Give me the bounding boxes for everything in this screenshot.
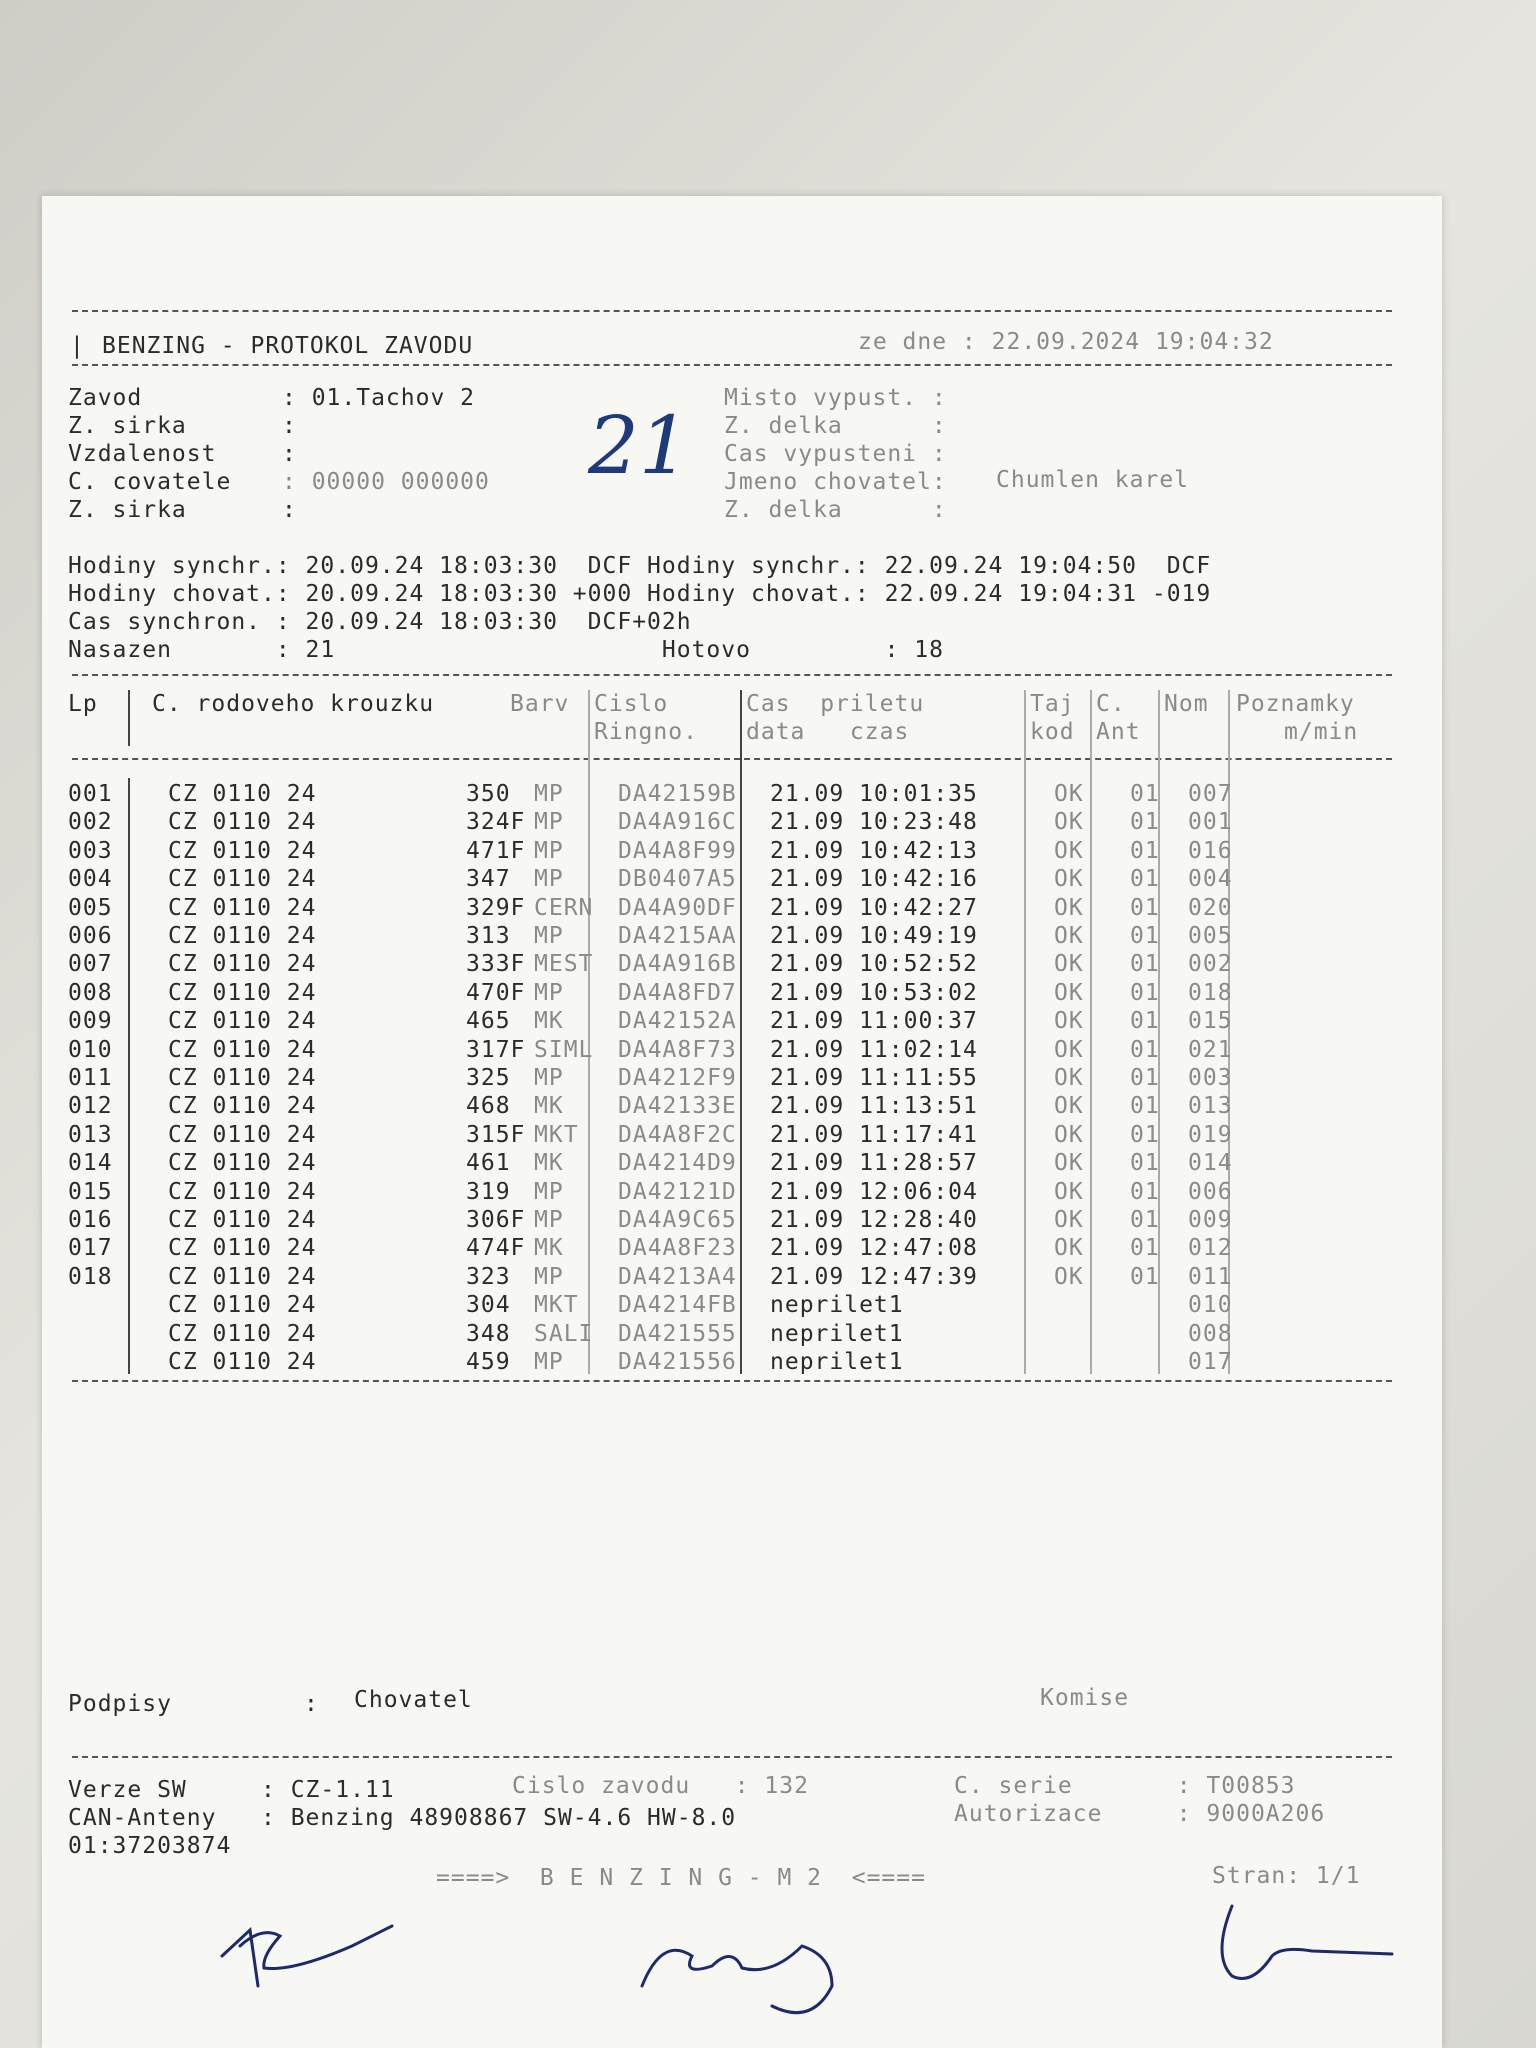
- footer-id: 01:37203874: [68, 1833, 232, 1859]
- cell-antenna: 01: [1130, 1207, 1160, 1233]
- cell-ring: CZ 0110 24: [168, 1263, 317, 1290]
- cell-code: OK: [1054, 1263, 1084, 1290]
- info-label: Z. sirka: [68, 497, 187, 523]
- cell-lp: 012: [68, 1093, 113, 1120]
- cell-arrival-time: 21.09 10:53:02: [770, 979, 978, 1006]
- col-lp: Lp: [68, 691, 98, 717]
- cell-ring: CZ 0110 24: [168, 837, 317, 864]
- cell-nom: 001: [1188, 809, 1233, 836]
- cell-nom: 012: [1188, 1235, 1233, 1262]
- info-label: Z. delka :: [724, 497, 947, 523]
- cell-ring-number: 348: [466, 1320, 511, 1347]
- cell-ring: CZ 0110 24: [168, 1121, 317, 1148]
- col-taj-sub: kod: [1030, 719, 1075, 745]
- cell-code: OK: [1054, 894, 1084, 921]
- signature-commission-label: Komise: [1040, 1685, 1130, 1711]
- cell-code: OK: [1054, 1065, 1084, 1091]
- col-separator: [740, 690, 742, 1374]
- cell-code: OK: [1054, 1121, 1084, 1148]
- cell-nom: 016: [1188, 837, 1233, 864]
- cell-lp: 006: [68, 923, 113, 949]
- cell-code: OK: [1054, 951, 1084, 978]
- cell-lp: 014: [68, 1150, 113, 1177]
- cell-ring-number: 350: [466, 781, 511, 807]
- cell-color: MP: [534, 1065, 564, 1091]
- cell-color: CERN: [534, 894, 594, 921]
- cell-nom: 021: [1188, 1036, 1233, 1063]
- cell-lp: 001: [68, 781, 113, 807]
- divider: [72, 674, 1392, 676]
- cell-arrival-time: 21.09 11:00:37: [770, 1008, 978, 1035]
- cell-color: MP: [534, 781, 564, 807]
- info-label: Vzdalenost: [68, 441, 217, 467]
- cell-ring: CZ 0110 24: [168, 809, 317, 836]
- info-label: Misto vypust. :: [724, 385, 947, 411]
- protocol-title: BENZING - PROTOKOL ZAVODU: [102, 333, 474, 359]
- info-label: Z. sirka: [68, 413, 187, 439]
- info-label: Zavod: [68, 385, 143, 411]
- col-poznamky: Poznamky: [1236, 691, 1355, 717]
- col-ring: C. rodoveho krouzku: [152, 691, 435, 717]
- signatures-label: Podpisy: [68, 1691, 172, 1717]
- cell-antenna: 01: [1130, 866, 1160, 893]
- handwritten-basket-number: 21: [588, 399, 690, 492]
- col-separator: [588, 690, 590, 1374]
- cell-antenna: 01: [1130, 979, 1160, 1006]
- cell-arrival-time: 21.09 10:01:35: [770, 781, 978, 807]
- col-ant: C.: [1096, 691, 1126, 717]
- cell-ring-chip: DA42133E: [618, 1093, 737, 1120]
- cell-ring-chip: DA4215AA: [618, 923, 737, 949]
- cell-arrival-time: 21.09 11:28:57: [770, 1150, 978, 1177]
- cell-lp: 018: [68, 1263, 113, 1290]
- col-separator: [128, 690, 130, 746]
- cell-color: SALI: [534, 1320, 594, 1347]
- cell-nom: 009: [1188, 1207, 1233, 1233]
- cell-ring-chip: DA4214D9: [618, 1150, 737, 1177]
- info-label: C. covatele: [68, 469, 232, 495]
- cell-nom: 005: [1188, 923, 1233, 949]
- cell-arrival-time: 21.09 10:42:13: [770, 837, 978, 864]
- cell-lp: 010: [68, 1036, 113, 1063]
- cell-ring: CZ 0110 24: [168, 1008, 317, 1035]
- cell-arrival-time: 21.09 11:17:41: [770, 1121, 978, 1148]
- footer-antenna: CAN-Anteny : Benzing 48908867 SW-4.6 HW-8.0: [68, 1805, 737, 1831]
- cell-arrival-time: 21.09 12:47:08: [770, 1235, 978, 1262]
- cell-color: MKT: [534, 1292, 579, 1319]
- cell-ring-chip: DA4A916B: [618, 951, 737, 978]
- footer-authorization: Autorizace : 9000A206: [954, 1801, 1326, 1827]
- cell-antenna: 01: [1130, 1263, 1160, 1290]
- cell-color: MP: [534, 1178, 564, 1205]
- cell-code: OK: [1054, 1093, 1084, 1120]
- col-separator: [1090, 690, 1092, 1374]
- signatures-colon: :: [304, 1691, 319, 1717]
- cell-code: OK: [1054, 837, 1084, 864]
- cell-arrival-time: 21.09 12:28:40: [770, 1207, 978, 1233]
- cell-nom: 011: [1188, 1263, 1233, 1290]
- cell-color: MK: [534, 1008, 564, 1035]
- cell-nom: 018: [1188, 979, 1233, 1006]
- info-value: :: [282, 413, 297, 439]
- cell-nom: 008: [1188, 1320, 1233, 1347]
- cell-ring: CZ 0110 24: [168, 1065, 317, 1091]
- cell-ring-number: 324F: [466, 809, 526, 836]
- cell-antenna: 01: [1130, 894, 1160, 921]
- cell-antenna: 01: [1130, 1235, 1160, 1262]
- cell-color: MEST: [534, 951, 594, 978]
- divider: [72, 310, 1392, 312]
- cell-lp: 005: [68, 894, 113, 921]
- clock-line: Cas synchron. : 20.09.24 18:03:30 DCF+02h: [68, 609, 692, 635]
- cell-arrival-time: 21.09 10:49:19: [770, 923, 978, 949]
- footer-serial: C. serie : T00853: [954, 1773, 1296, 1799]
- cell-nom: 003: [1188, 1065, 1233, 1091]
- cell-ring-chip: DA4A8FD7: [618, 979, 737, 1006]
- cell-arrival-time: 21.09 10:42:16: [770, 866, 978, 893]
- cell-arrival-time: 21.09 12:06:04: [770, 1178, 978, 1205]
- info-label: Jmeno chovatel:: [724, 469, 947, 495]
- cell-ring: CZ 0110 24: [168, 1178, 317, 1205]
- cell-ring-number: 459: [466, 1349, 511, 1375]
- cell-ring: CZ 0110 24: [168, 1292, 317, 1319]
- cell-ring-number: 470F: [466, 979, 526, 1006]
- signature-scribble: [1192, 1896, 1422, 1996]
- col-cislo-sub: Ringno.: [594, 719, 698, 745]
- cell-color: MP: [534, 837, 564, 864]
- cell-ring-number: 471F: [466, 837, 526, 864]
- cell-ring-chip: DA4A90DF: [618, 894, 737, 921]
- cell-ring: CZ 0110 24: [168, 1320, 317, 1347]
- col-separator: [1024, 690, 1026, 1374]
- cell-nom: 014: [1188, 1150, 1233, 1177]
- cell-ring-chip: DA4A8F99: [618, 837, 737, 864]
- cell-arrival-time: 21.09 10:23:48: [770, 809, 978, 836]
- cell-antenna: 01: [1130, 837, 1160, 864]
- divider: [72, 1380, 1392, 1382]
- cell-antenna: 01: [1130, 1178, 1160, 1205]
- cell-color: MP: [534, 866, 564, 893]
- cell-code: OK: [1054, 1178, 1084, 1205]
- cell-color: MP: [534, 923, 564, 949]
- cell-antenna: 01: [1130, 1093, 1160, 1120]
- cell-ring: CZ 0110 24: [168, 979, 317, 1006]
- signature-scribble: [622, 1896, 882, 2026]
- page-number: Stran: 1/1: [1212, 1863, 1361, 1889]
- cell-ring-number: 304: [466, 1292, 511, 1319]
- divider: [72, 1756, 1392, 1758]
- footer-banner: ====> B E N Z I N G - M 2 <====: [436, 1865, 926, 1891]
- protocol-sheet: [42, 196, 1442, 2048]
- cell-ring: CZ 0110 24: [168, 1207, 317, 1233]
- cell-nom: 004: [1188, 866, 1233, 893]
- cell-antenna: 01: [1130, 1150, 1160, 1177]
- col-ant-sub: Ant: [1096, 719, 1141, 745]
- cell-nom: 015: [1188, 1008, 1233, 1035]
- cell-lp: 004: [68, 866, 113, 893]
- cell-lp: 015: [68, 1178, 113, 1205]
- cell-arrival-time: neprilet1: [770, 1292, 904, 1319]
- cell-nom: 006: [1188, 1178, 1233, 1205]
- cell-antenna: 01: [1130, 1121, 1160, 1148]
- cell-nom: 020: [1188, 894, 1233, 921]
- footer-version: Verze SW : CZ-1.11: [68, 1777, 395, 1803]
- protocol-date: ze dne : 22.09.2024 19:04:32: [858, 329, 1274, 355]
- cell-arrival-time: 21.09 11:02:14: [770, 1036, 978, 1063]
- cell-ring-chip: DB0407A5: [618, 866, 737, 893]
- cell-ring-chip: DA42121D: [618, 1178, 737, 1205]
- cell-color: MK: [534, 1235, 564, 1262]
- cell-nom: 013: [1188, 1093, 1233, 1120]
- cell-lp: 013: [68, 1121, 113, 1148]
- col-nom: Nom: [1164, 691, 1209, 717]
- cell-code: OK: [1054, 781, 1084, 807]
- cell-ring: CZ 0110 24: [168, 866, 317, 893]
- info-value: :: [282, 497, 297, 523]
- cell-ring-chip: DA4214FB: [618, 1292, 737, 1319]
- cell-lp: 016: [68, 1207, 113, 1233]
- col-separator: [128, 778, 130, 1374]
- cell-arrival-time: neprilet1: [770, 1320, 904, 1347]
- cell-color: MK: [534, 1150, 564, 1177]
- cell-antenna: 01: [1130, 1008, 1160, 1035]
- cell-ring-number: 474F: [466, 1235, 526, 1262]
- cell-ring-chip: DA4A9C65: [618, 1207, 737, 1233]
- cell-color: MP: [534, 809, 564, 836]
- cell-nom: 010: [1188, 1292, 1233, 1319]
- cell-ring-number: 329F: [466, 894, 526, 921]
- cell-ring-chip: DA421555: [618, 1320, 737, 1347]
- cell-arrival-time: 21.09 12:47:39: [770, 1263, 978, 1290]
- info-value: :: [282, 441, 297, 467]
- cell-ring: CZ 0110 24: [168, 781, 317, 807]
- cell-code: OK: [1054, 866, 1084, 893]
- cell-code: OK: [1054, 1235, 1084, 1262]
- cell-antenna: 01: [1130, 1036, 1160, 1063]
- cell-ring: CZ 0110 24: [168, 1349, 317, 1375]
- cell-nom: 019: [1188, 1121, 1233, 1148]
- cell-ring-number: 323: [466, 1263, 511, 1290]
- cell-nom: 002: [1188, 951, 1233, 978]
- cell-ring: CZ 0110 24: [168, 894, 317, 921]
- cell-ring-chip: DA4A8F73: [618, 1036, 737, 1063]
- cell-ring: CZ 0110 24: [168, 1093, 317, 1120]
- cell-ring-chip: DA4A8F2C: [618, 1121, 737, 1148]
- info-label: Z. delka :: [724, 413, 947, 439]
- cell-antenna: 01: [1130, 809, 1160, 836]
- breeder-name: Chumlen karel: [996, 467, 1190, 493]
- clock-line: Hodiny chovat.: 20.09.24 18:03:30 +000 Hodiny chovat.: 22.09.24 19:04:31 -019: [68, 581, 1212, 607]
- cell-ring: CZ 0110 24: [168, 1036, 317, 1063]
- cell-ring: CZ 0110 24: [168, 951, 317, 978]
- col-poznamky-sub: m/min: [1284, 719, 1359, 745]
- cell-ring-number: 465: [466, 1008, 511, 1035]
- divider: [72, 364, 1392, 366]
- cell-arrival-time: 21.09 10:42:27: [770, 894, 978, 921]
- info-value: : 01.Tachov 2: [282, 385, 476, 411]
- clock-line: Hodiny synchr.: 20.09.24 18:03:30 DCF Hodiny synchr.: 22.09.24 19:04:50 DCF: [68, 553, 1212, 579]
- cell-ring-chip: DA421556: [618, 1349, 737, 1375]
- cell-ring: CZ 0110 24: [168, 1235, 317, 1262]
- cell-color: MP: [534, 979, 564, 1006]
- cell-lp: 011: [68, 1065, 113, 1091]
- cell-lp: 002: [68, 809, 113, 836]
- cell-arrival-time: 21.09 10:52:52: [770, 951, 978, 978]
- cell-antenna: 01: [1130, 781, 1160, 807]
- col-cas: Cas priletu: [746, 691, 925, 717]
- cell-ring-chip: DA4A916C: [618, 809, 737, 836]
- cell-ring-number: 317F: [466, 1036, 526, 1063]
- signature-scribble: [202, 1886, 402, 1996]
- cell-antenna: 01: [1130, 1065, 1160, 1091]
- cell-ring-number: 313: [466, 923, 511, 949]
- cell-ring-chip: DA4213A4: [618, 1263, 737, 1290]
- cell-antenna: 01: [1130, 923, 1160, 949]
- cell-code: OK: [1054, 923, 1084, 949]
- cell-ring-chip: DA42152A: [618, 1008, 737, 1035]
- header-pipe: |: [70, 333, 85, 359]
- cell-ring-number: 315F: [466, 1121, 526, 1148]
- cell-arrival-time: neprilet1: [770, 1349, 904, 1375]
- col-cislo: Cislo: [594, 691, 669, 717]
- clock-line: Nasazen : 21 Hotovo : 18: [68, 637, 944, 663]
- cell-code: OK: [1054, 809, 1084, 836]
- cell-ring-number: 325: [466, 1065, 511, 1091]
- cell-color: MP: [534, 1263, 564, 1290]
- cell-ring-number: 347: [466, 866, 511, 893]
- cell-code: OK: [1054, 1036, 1084, 1063]
- cell-color: MK: [534, 1093, 564, 1120]
- cell-color: SIML: [534, 1036, 594, 1063]
- cell-antenna: 01: [1130, 951, 1160, 978]
- cell-ring-chip: DA4A8F23: [618, 1235, 737, 1262]
- cell-nom: 007: [1188, 781, 1233, 807]
- cell-arrival-time: 21.09 11:13:51: [770, 1093, 978, 1120]
- cell-ring: CZ 0110 24: [168, 923, 317, 949]
- divider: [72, 758, 1392, 760]
- info-value: : 00000 000000: [282, 469, 490, 495]
- cell-ring-number: 306F: [466, 1207, 526, 1233]
- cell-code: OK: [1054, 1207, 1084, 1233]
- cell-lp: 003: [68, 837, 113, 864]
- cell-ring-number: 319: [466, 1178, 511, 1205]
- col-barv: Barv: [510, 691, 570, 717]
- info-label: Cas vypusteni :: [724, 441, 947, 467]
- cell-code: OK: [1054, 979, 1084, 1006]
- cell-ring: CZ 0110 24: [168, 1150, 317, 1177]
- cell-color: MP: [534, 1207, 564, 1233]
- cell-color: MP: [534, 1349, 564, 1375]
- cell-lp: 009: [68, 1008, 113, 1035]
- cell-code: OK: [1054, 1008, 1084, 1035]
- cell-lp: 008: [68, 979, 113, 1006]
- cell-lp: 007: [68, 951, 113, 978]
- cell-ring-number: 468: [466, 1093, 511, 1120]
- cell-arrival-time: 21.09 11:11:55: [770, 1065, 978, 1091]
- col-cas-sub: data czas: [746, 719, 910, 745]
- cell-nom: 017: [1188, 1349, 1233, 1375]
- footer-race-number: Cislo zavodu : 132: [512, 1773, 809, 1799]
- signature-breeder-label: Chovatel: [354, 1687, 473, 1713]
- cell-ring-number: 333F: [466, 951, 526, 978]
- cell-ring-chip: DA4212F9: [618, 1065, 737, 1091]
- cell-lp: 017: [68, 1235, 113, 1262]
- col-taj: Taj: [1030, 691, 1075, 717]
- cell-color: MKT: [534, 1121, 579, 1148]
- cell-ring-number: 461: [466, 1150, 511, 1177]
- cell-code: OK: [1054, 1150, 1084, 1177]
- cell-ring-chip: DA42159B: [618, 781, 737, 807]
